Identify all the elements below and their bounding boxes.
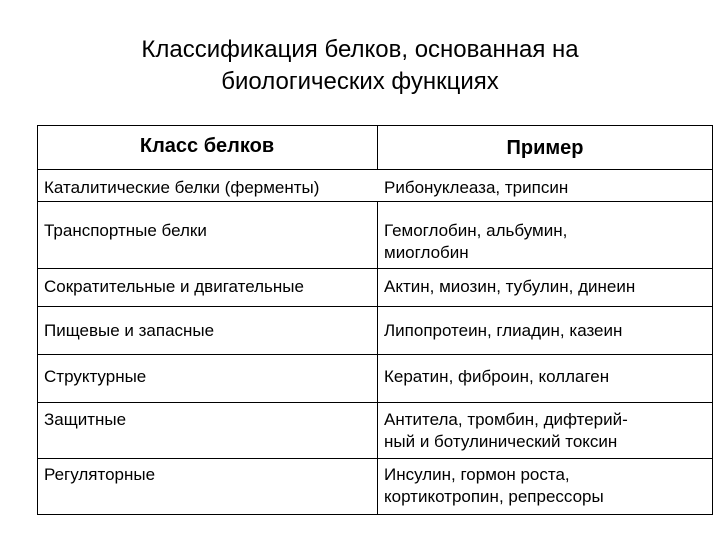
row-divider: [38, 306, 712, 307]
row-class: Пищевые и запасные: [44, 321, 215, 340]
header-class: Класс белков: [139, 135, 275, 157]
row-example: [384, 409, 704, 453]
row-example-line-2: миоглобин: [384, 243, 469, 262]
header-divider: [38, 169, 712, 170]
row-class: Каталитические белки (ферменты): [44, 178, 320, 197]
page-title: [0, 34, 720, 98]
row-class: Транспортные белки: [44, 221, 207, 240]
header-example: Пример: [506, 137, 584, 159]
row-example: Рибонуклеаза, трипсин: [384, 178, 569, 197]
row-class: Структурные: [44, 367, 147, 386]
row-class: Регуляторные: [44, 465, 156, 484]
row-example-line-1: Гемоглобин, альбумин,: [384, 221, 568, 240]
column-divider-body: [377, 201, 378, 514]
title-line-1: Классификация белков, основанная на: [141, 36, 579, 63]
row-example: Актин, миозин, тубулин, динеин: [384, 277, 636, 296]
row-divider: [38, 402, 712, 403]
row-divider: [38, 458, 712, 459]
row-example: [384, 464, 704, 508]
row-example: Кератин, фиброин, коллаген: [384, 367, 610, 386]
row-example-line-2: ный и ботулинический токсин: [384, 432, 618, 451]
row-class: Защитные: [44, 410, 127, 429]
row-divider: [38, 268, 712, 269]
title-line-2: биологических функциях: [221, 68, 499, 95]
protein-classification-table: [37, 125, 713, 515]
row-divider: [38, 354, 712, 355]
row-example-line-1: Антитела, тромбин, дифтерий-: [384, 410, 628, 429]
row-example-line-2: кортикотропин, репрессоры: [384, 487, 604, 506]
row-example-line-1: Инсулин, гормон роста,: [384, 465, 570, 484]
table-header-row: [38, 126, 712, 169]
row-example: [384, 220, 704, 264]
row-class: Сократительные и двигательные: [44, 277, 304, 296]
row-divider: [38, 201, 712, 202]
row-example: Липопротеин, глиадин, казеин: [384, 321, 623, 340]
